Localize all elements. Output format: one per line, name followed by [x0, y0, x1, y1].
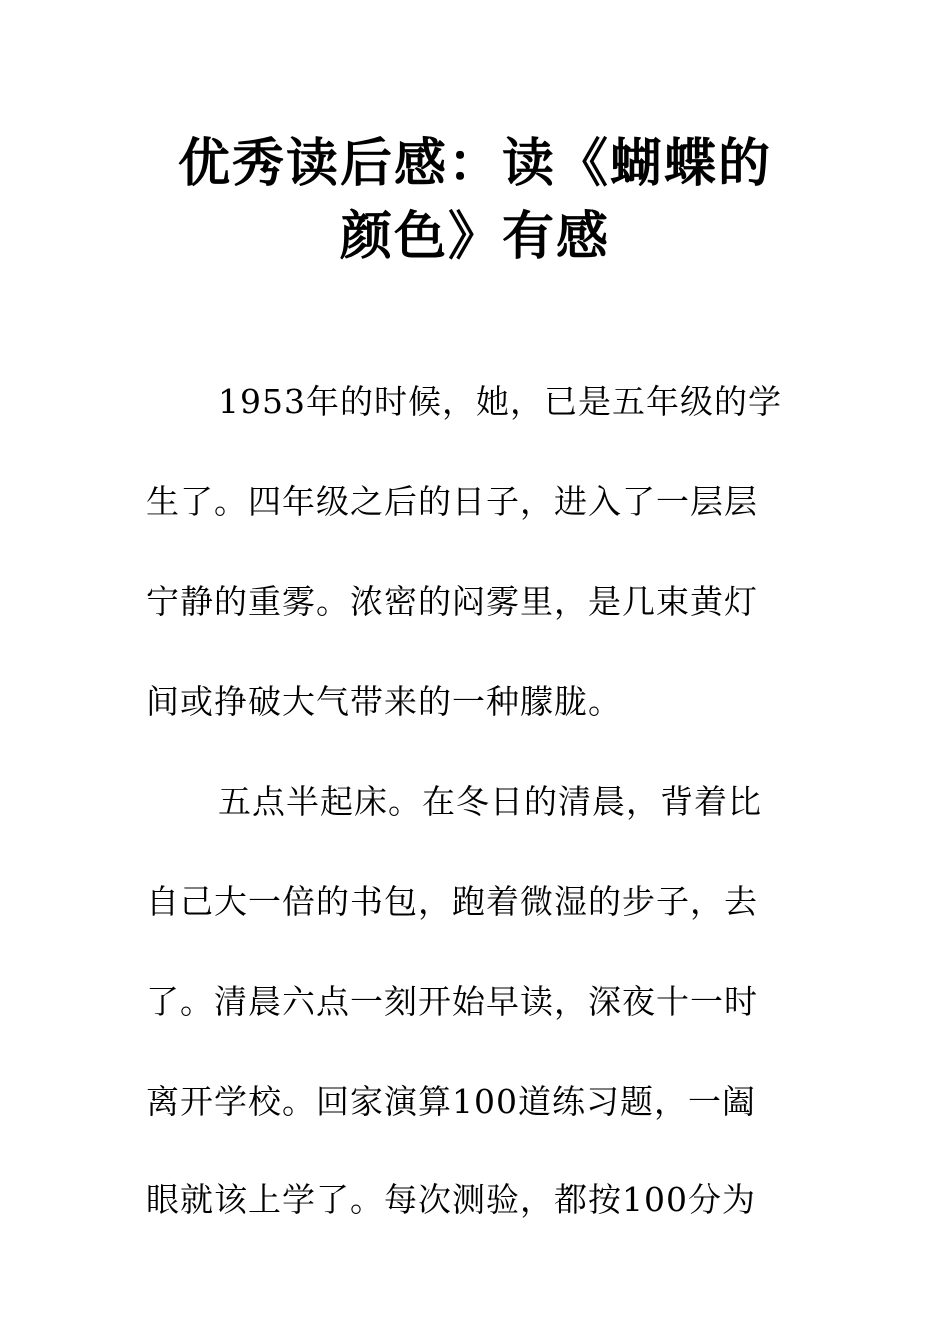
paragraph-2-line-4: 离开学校。回家演算100道练习题，一阖 — [146, 1082, 756, 1121]
paragraph-1-line-2: 生了。四年级之后的日子，进入了一层层 — [146, 482, 758, 521]
paragraph-1-line-1: 1953年的时候，她，已是五年级的学 — [218, 382, 782, 421]
title-line-1: 优秀读后感：读《蝴蝶的 — [177, 134, 772, 194]
paragraph-2-line-5: 眼就该上学了。每次测验，都按100分为 — [146, 1180, 756, 1219]
paragraph-2-line-1: 五点半起床。在冬日的清晨，背着比 — [218, 782, 762, 821]
paragraph-1-line-4: 间或挣破大气带来的一种朦胧。 — [146, 682, 622, 721]
paragraph-2-line-3: 了。清晨六点一刻开始早读，深夜十一时 — [146, 982, 758, 1021]
paragraph-2-line-2: 自己大一倍的书包，跑着微湿的步子，去 — [146, 882, 758, 921]
paragraph-1-line-3: 宁静的重雾。浓密的闷雾里，是几束黄灯 — [146, 582, 758, 621]
document-title — [140, 128, 810, 274]
title-line-2: 颜色》有感 — [339, 207, 610, 267]
